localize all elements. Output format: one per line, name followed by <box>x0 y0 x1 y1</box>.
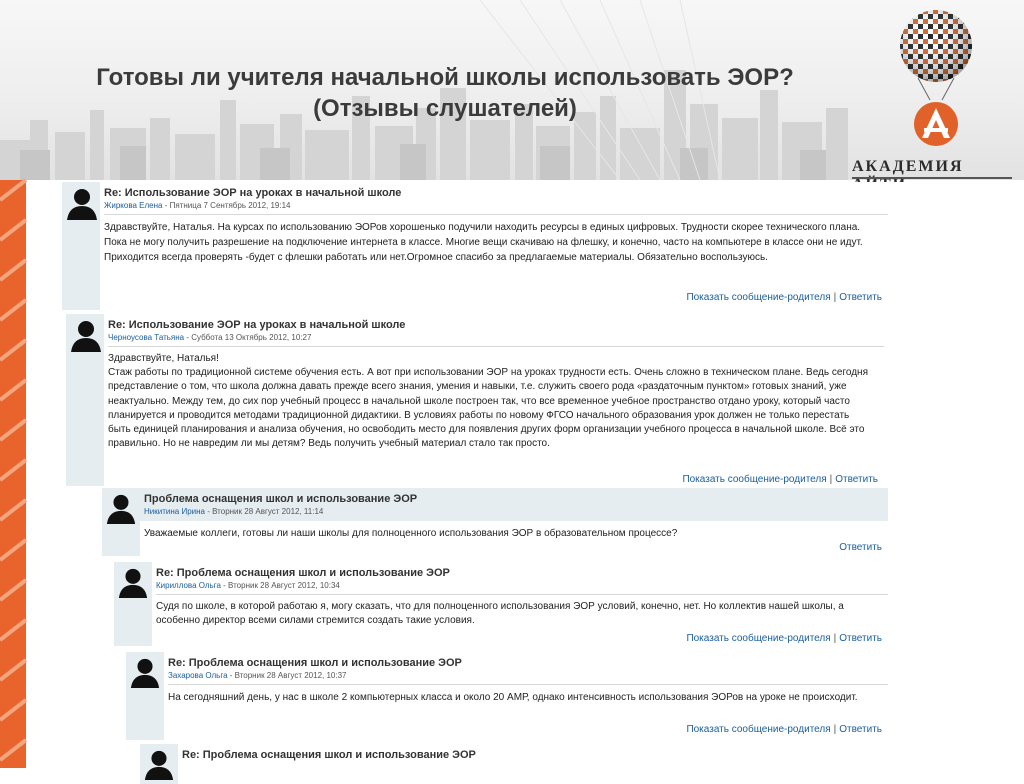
post-meta <box>144 506 888 518</box>
forum-post <box>114 562 888 646</box>
post-title[interactable]: Re: Использование ЭОР на уроках в начальной школе <box>108 319 406 331</box>
post-author-link[interactable]: Захарова Ольга <box>168 671 228 680</box>
show-parent-link[interactable]: Показать сообщение-родителя <box>686 724 831 735</box>
post-text: Здравствуйте, Наталья. На курсах по использованию ЭОРов хорошенько подучили находить ресурсы в единых цифровых. Трудности скорее технического плана. Пока не могу получить разрешение на подключение интернета в классе. Многие вещи скачиваю на флешку, и конечно, часто на компьютере в классе они не идут. Приходится всегда проверять -будет с флешки работать или нет.Огромное спасибо за предлагаемые материалы. Обязательно воспользуюсь. <box>104 222 863 263</box>
post-text: Судя по школе, в которой работаю я, могу сказать, что для полноценного использования ЭОР условий, конечно, нет. Но коллектив нашей школы, а особенно директор всеми силами стремится создать такие условия. <box>156 601 844 626</box>
show-parent-link[interactable]: Показать сообщение-родителя <box>686 633 831 644</box>
post-title[interactable]: Re: Проблема оснащения школ и использование ЭОР <box>156 567 450 579</box>
forum-post <box>140 744 888 774</box>
post-meta <box>156 580 888 592</box>
slide-title-line: Готовы ли учителя начальной школы использовать ЭОР? <box>96 64 794 91</box>
forum-post <box>66 314 884 486</box>
reply-link[interactable]: Ответить <box>835 474 878 485</box>
post-body <box>100 182 888 310</box>
orange-side-strip <box>0 180 26 768</box>
forum-post <box>102 488 888 556</box>
slide-title <box>30 62 860 124</box>
user-avatar-icon[interactable] <box>143 748 175 780</box>
reply-link[interactable]: Ответить <box>839 724 882 735</box>
forum-post <box>62 182 888 310</box>
post-body <box>178 744 888 774</box>
user-avatar-icon[interactable] <box>129 656 161 688</box>
avatar-column <box>102 488 140 556</box>
forum-thread <box>44 182 908 768</box>
user-avatar-icon[interactable] <box>105 492 137 524</box>
avatar-column <box>140 744 178 784</box>
user-avatar-icon[interactable] <box>117 566 149 598</box>
post-links: Показать сообщение-родителя | Ответить <box>686 292 882 303</box>
show-parent-link[interactable]: Показать сообщение-родителя <box>686 292 831 303</box>
avatar-column <box>66 314 104 486</box>
post-text: Уважаемые коллеги, готовы ли наши школы для полноценного использования ЭОР в образовательном процессе? <box>144 528 678 539</box>
post-author-link[interactable]: Жиркова Елена <box>104 201 163 210</box>
post-title[interactable]: Re: Использование ЭОР на уроках в начальной школе <box>104 187 402 199</box>
post-date: - Вторник 28 Август 2012, 10:37 <box>227 671 347 680</box>
slide-header <box>0 0 1024 180</box>
post-greeting: Здравствуйте, Наталья! <box>108 353 219 364</box>
post-date: - Суббота 13 Октябрь 2012, 10:27 <box>184 333 312 342</box>
post-links: Показать сообщение-родителя | Ответить <box>686 633 882 644</box>
academy-logo-text: АКАДЕМИЯ <box>852 158 964 175</box>
logo-underline <box>852 177 1012 179</box>
post-links: Показать сообщение-родителя | Ответить <box>686 724 882 735</box>
post-author-link[interactable]: Кириллова Ольга <box>156 581 221 590</box>
avatar-column <box>126 652 164 740</box>
post-title[interactable]: Проблема оснащения школ и использование ЭОР <box>144 493 418 505</box>
show-parent-link[interactable]: Показать сообщение-родителя <box>682 474 827 485</box>
avatar-column <box>114 562 152 646</box>
post-paragraph: Стаж работы по традиционной системе обучения есть. А вот при использовании ЭОР на уроках трудности есть. Очень сложно в техническом плане. Ведь сегодня представление о том, что школа должна давать прежде всего знания, умения и навыки, т.е. служить своего рода «раздаточным пунктом» готовых знаний, уже неактуально. Между тем, до сих пор учебный процесс в начальной школе построен так, что все временное учебное пространство отдано уроку, который часто планируется и проводится методами традиционной дидактики. В условиях работы по новому ФГСО начального образования урок должен не только перестать быть единицей планирования и анализа обучения, но освободить место для появления других форм организации учебного процесса в начальной школе. Всё это правильно. Но не навредим ли мы детям? Ведь получить учебный материал стало так просто. <box>108 367 868 450</box>
post-text <box>108 347 884 451</box>
post-text: На сегодняшний день, у нас в школе 2 компьютерных класса и около 20 АМР, однако интенсивность использования ЭОРов на уроке не происходит. <box>168 692 858 703</box>
avatar-column <box>62 182 100 310</box>
post-title[interactable]: Re: Проблема оснащения школ и использование ЭОР <box>168 657 462 669</box>
reply-link[interactable]: Ответить <box>839 292 882 303</box>
reply-link[interactable]: Ответить <box>839 633 882 644</box>
post-links <box>839 542 882 554</box>
post-links: Показать сообщение-родителя | Ответить <box>682 474 878 485</box>
academy-balloon-logo <box>888 4 984 154</box>
post-body <box>164 652 888 740</box>
post-title[interactable]: Re: Проблема оснащения школ и использование ЭОР <box>182 749 476 761</box>
post-meta <box>104 200 888 212</box>
reply-link[interactable]: Ответить <box>839 542 882 553</box>
post-body <box>152 562 888 646</box>
post-meta <box>108 332 884 344</box>
slide-subtitle: (Отзывы слушателей) <box>313 95 577 122</box>
user-avatar-icon[interactable] <box>69 318 103 352</box>
post-date: - Вторник 28 Август 2012, 10:34 <box>220 581 340 590</box>
post-date: - Пятница 7 Сентябрь 2012, 19:14 <box>162 201 291 210</box>
post-author-link[interactable]: Никитина Ирина <box>144 507 205 516</box>
post-body <box>140 488 888 556</box>
post-author-link[interactable]: Черноусова Татьяна <box>108 333 185 342</box>
forum-post <box>126 652 888 740</box>
post-body <box>104 314 884 486</box>
user-avatar-icon[interactable] <box>65 186 99 220</box>
post-date: - Вторник 28 Август 2012, 11:14 <box>204 507 324 516</box>
post-meta <box>168 670 888 682</box>
